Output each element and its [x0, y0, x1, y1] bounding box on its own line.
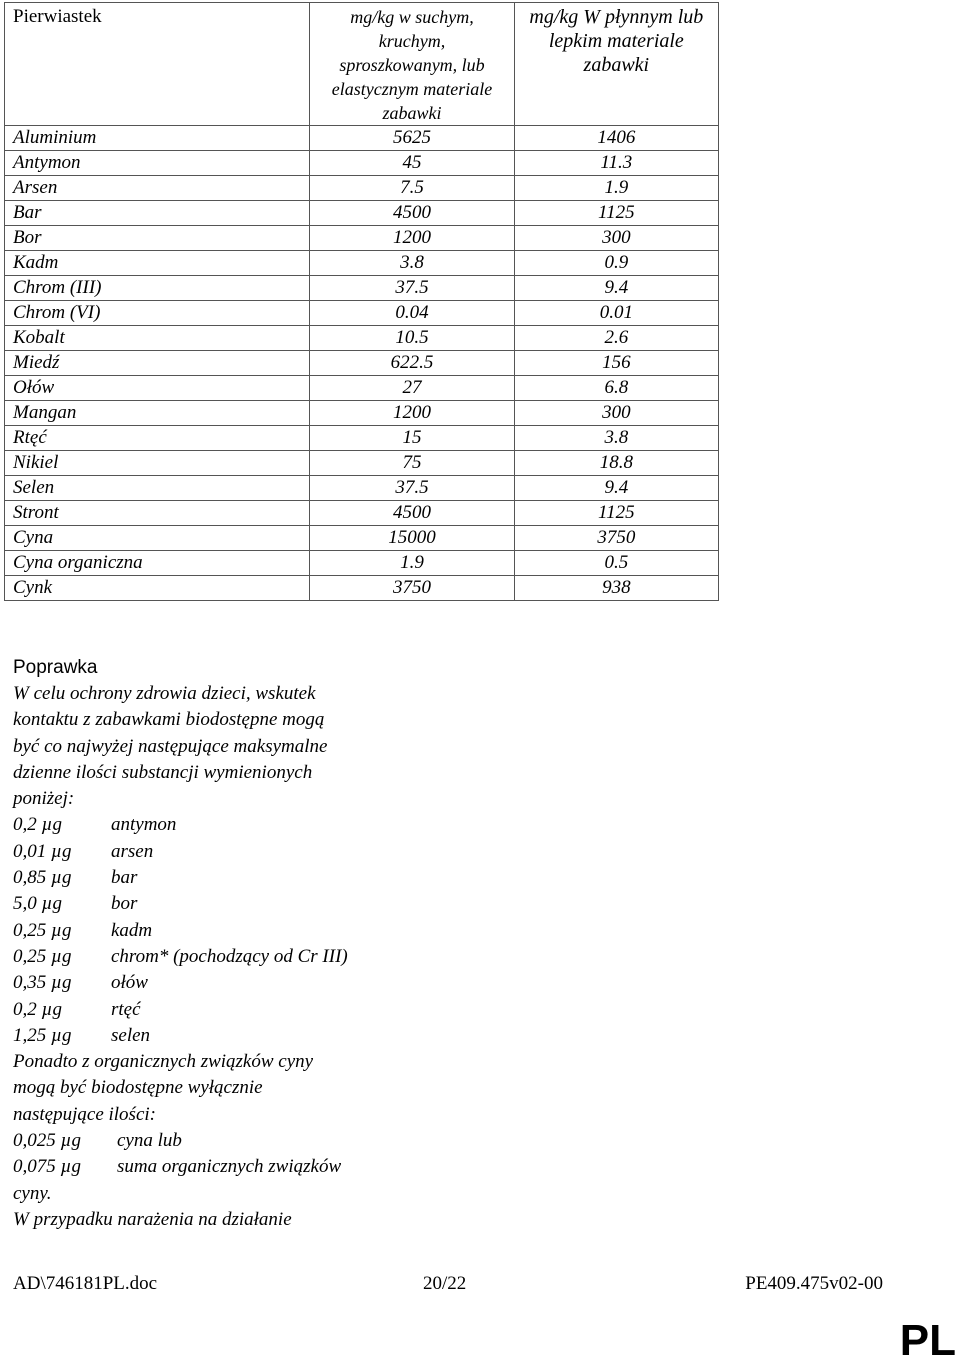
element-cell: Chrom (III) [5, 276, 310, 301]
text-line: poniżej: [13, 788, 75, 810]
amendment-intro [13, 681, 613, 812]
table-row [5, 551, 719, 576]
liquid-value-cell: 300 [514, 226, 718, 251]
list-item [13, 918, 613, 944]
dry-value-cell: 1200 [310, 226, 514, 251]
substance: kadm [111, 919, 153, 941]
substance: antymon [111, 814, 177, 836]
liquid-value-cell: 1125 [514, 501, 718, 526]
element-cell: Cynk [5, 576, 310, 601]
substance: chrom* (pochodzący od Cr III) [111, 945, 348, 967]
substance: rtęć [111, 998, 141, 1020]
page-footer [13, 1273, 883, 1299]
substance: selen [111, 1024, 151, 1046]
amendment-tin-items [13, 1128, 613, 1181]
liquid-value-cell: 18.8 [514, 451, 718, 476]
substance: cyna lub [117, 1130, 182, 1152]
dry-value-cell: 0.04 [310, 301, 514, 326]
list-item [13, 997, 613, 1023]
liquid-value-cell: 2.6 [514, 326, 718, 351]
text-line: Ponadto z organicznych związków cyny [13, 1051, 314, 1073]
dry-value-cell: 15 [310, 426, 514, 451]
liquid-value-cell: 1.9 [514, 176, 718, 201]
list-item [13, 944, 613, 970]
text-line: dzienne ilości substancji wymienionych [13, 761, 313, 783]
list-item [13, 1128, 613, 1154]
element-cell: Ołów [5, 376, 310, 401]
dry-value-cell: 3.8 [310, 251, 514, 276]
element-cell: Bor [5, 226, 310, 251]
table-row [5, 476, 719, 501]
dry-value-cell: 37.5 [310, 276, 514, 301]
table-row [5, 576, 719, 601]
liquid-value-cell: 0.9 [514, 251, 718, 276]
amendment-title: Poprawka [13, 657, 98, 678]
amount: 0,2 µg [13, 814, 62, 836]
list-item [13, 812, 613, 838]
liquid-value-cell: 9.4 [514, 276, 718, 301]
element-cell: Selen [5, 476, 310, 501]
liquid-value-cell: 938 [514, 576, 718, 601]
table-row [5, 301, 719, 326]
amendment-section [13, 655, 613, 1233]
element-cell: Antymon [5, 151, 310, 176]
text-line: kontaktu z zabawkami biodostępne mogą [13, 709, 325, 731]
text-line: mogą być biodostępne wyłącznie [13, 1077, 263, 1099]
dry-value-cell: 10.5 [310, 326, 514, 351]
table-header-row [5, 3, 719, 126]
list-item [13, 1023, 613, 1049]
element-cell: Rtęć [5, 426, 310, 451]
amount: 1,25 µg [13, 1024, 72, 1046]
header-dry-material: mg/kg w suchym, kruchym, sproszkowanym, lub elastycznym materiale zabawki [310, 3, 514, 126]
dry-value-cell: 37.5 [310, 476, 514, 501]
dry-value-cell: 3750 [310, 576, 514, 601]
table-row [5, 401, 719, 426]
substance: arsen [111, 840, 154, 862]
table-row [5, 351, 719, 376]
amount: 0,85 µg [13, 867, 72, 889]
dry-value-cell: 1200 [310, 401, 514, 426]
table-row [5, 526, 719, 551]
table-row [5, 126, 719, 151]
table-row [5, 376, 719, 401]
substance: suma organicznych związków [117, 1156, 342, 1178]
table-row [5, 426, 719, 451]
liquid-value-cell: 1125 [514, 201, 718, 226]
text-line: następujące ilości: [13, 1103, 156, 1125]
liquid-value-cell: 3.8 [514, 426, 718, 451]
element-cell: Stront [5, 501, 310, 526]
dry-value-cell: 4500 [310, 201, 514, 226]
liquid-value-cell: 3750 [514, 526, 718, 551]
table-row [5, 276, 719, 301]
footer-page-number: 20/22 [423, 1273, 467, 1294]
element-cell: Cyna [5, 526, 310, 551]
element-cell: Cyna organiczna [5, 551, 310, 576]
dry-value-cell: 622.5 [310, 351, 514, 376]
element-cell: Aluminium [5, 126, 310, 151]
header-liquid-material: mg/kg W płynnym lub lepkim materiale zabawki [514, 3, 718, 126]
amount: 0,2 µg [13, 998, 62, 1020]
amount: 0,075 µg [13, 1156, 81, 1178]
table-row [5, 176, 719, 201]
table-row [5, 501, 719, 526]
language-code: PL [899, 1316, 956, 1365]
footer-reference: PE409.475v02-00 [745, 1273, 883, 1294]
table-row [5, 201, 719, 226]
table-row [5, 326, 719, 351]
dry-value-cell: 27 [310, 376, 514, 401]
liquid-value-cell: 0.01 [514, 301, 718, 326]
substance: bar [111, 867, 138, 889]
table-row [5, 451, 719, 476]
liquid-value-cell: 156 [514, 351, 718, 376]
amendment-items [13, 812, 613, 1049]
table-row [5, 226, 719, 251]
liquid-value-cell: 11.3 [514, 151, 718, 176]
element-cell: Mangan [5, 401, 310, 426]
amount: 0,01 µg [13, 840, 72, 862]
text-line: W celu ochrony zdrowia dzieci, wskutek [13, 683, 316, 704]
list-item [13, 1154, 613, 1180]
liquid-value-cell: 0.5 [514, 551, 718, 576]
text-line: cyny. [13, 1182, 52, 1204]
dry-value-cell: 75 [310, 451, 514, 476]
amount: 0,25 µg [13, 945, 72, 967]
element-cell: Miedź [5, 351, 310, 376]
list-item [13, 865, 613, 891]
element-cell: Arsen [5, 176, 310, 201]
dry-value-cell: 7.5 [310, 176, 514, 201]
dry-value-cell: 1.9 [310, 551, 514, 576]
element-cell: Kadm [5, 251, 310, 276]
dry-value-cell: 5625 [310, 126, 514, 151]
element-cell: Bar [5, 201, 310, 226]
amount: 0,25 µg [13, 919, 72, 941]
header-element: Pierwiastek [5, 3, 310, 126]
liquid-value-cell: 1406 [514, 126, 718, 151]
dry-value-cell: 15000 [310, 526, 514, 551]
liquid-value-cell: 6.8 [514, 376, 718, 401]
amendment-tail-text [13, 1181, 613, 1234]
text-line: być co najwyżej następujące maksymalne [13, 735, 328, 757]
text-line: W przypadku narażenia na działanie [13, 1208, 292, 1230]
element-cell: Nikiel [5, 451, 310, 476]
footer-doc-name: AD\746181PL.doc [13, 1273, 158, 1294]
liquid-value-cell: 300 [514, 401, 718, 426]
dry-value-cell: 4500 [310, 501, 514, 526]
limits-table [4, 2, 719, 601]
table-row [5, 151, 719, 176]
list-item [13, 970, 613, 996]
element-cell: Chrom (VI) [5, 301, 310, 326]
amount: 0,35 µg [13, 972, 72, 994]
list-item [13, 891, 613, 917]
table-row [5, 251, 719, 276]
substance: ołów [111, 972, 148, 994]
amendment-middle-text [13, 1049, 613, 1128]
substance: bor [111, 893, 138, 915]
element-cell: Kobalt [5, 326, 310, 351]
list-item [13, 839, 613, 865]
liquid-value-cell: 9.4 [514, 476, 718, 501]
dry-value-cell: 45 [310, 151, 514, 176]
table-body [5, 126, 719, 601]
amount: 5,0 µg [13, 893, 62, 915]
amount: 0,025 µg [13, 1130, 81, 1152]
